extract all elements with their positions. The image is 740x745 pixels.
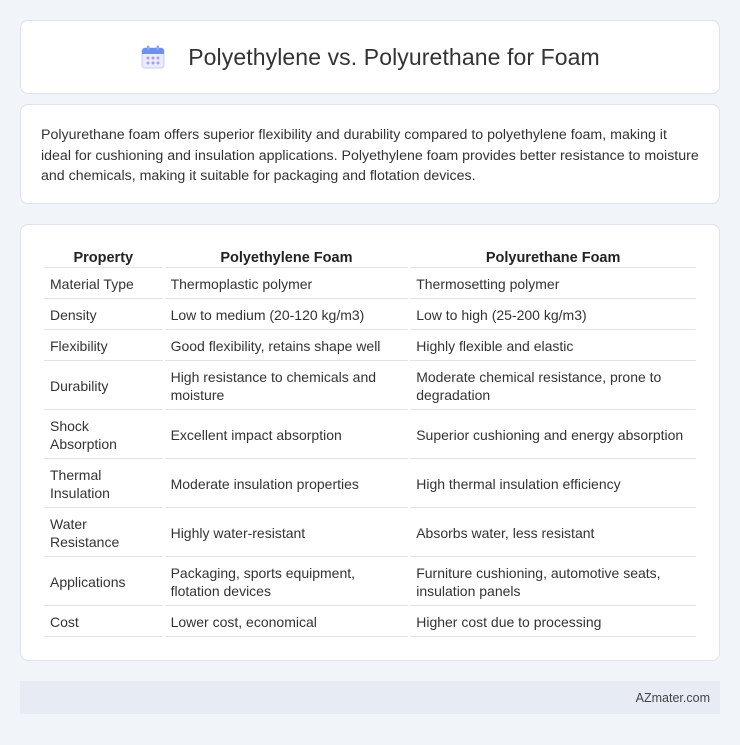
row-polyethylene: Packaging, sports equipment, flotation devices xyxy=(165,559,409,606)
row-polyurethane: Thermosetting polymer xyxy=(410,270,696,299)
row-polyethylene: Thermoplastic polymer xyxy=(165,270,409,299)
table-row xyxy=(44,332,696,361)
row-polyurethane: High thermal insulation efficiency xyxy=(410,461,696,508)
table-row xyxy=(44,412,696,459)
header-property: Property xyxy=(44,247,163,268)
header-polyurethane: Polyurethane Foam xyxy=(410,247,696,268)
row-property: Shock Absorption xyxy=(44,412,163,459)
title-wrap xyxy=(140,44,600,71)
row-property: Density xyxy=(44,301,163,330)
row-property: Durability xyxy=(44,363,163,410)
row-polyethylene: Highly water-resistant xyxy=(165,510,409,557)
row-polyethylene: Low to medium (20-120 kg/m3) xyxy=(165,301,409,330)
row-polyethylene: Lower cost, economical xyxy=(165,608,409,637)
table-row xyxy=(44,510,696,557)
row-polyethylene: Good flexibility, retains shape well xyxy=(165,332,409,361)
row-polyurethane: Superior cushioning and energy absorption xyxy=(410,412,696,459)
row-property: Water Resistance xyxy=(44,510,163,557)
row-property: Thermal Insulation xyxy=(44,461,163,508)
comparison-table-card xyxy=(20,224,720,661)
row-polyurethane: Higher cost due to processing xyxy=(410,608,696,637)
summary-card xyxy=(20,104,720,204)
row-property: Applications xyxy=(44,559,163,606)
table-row xyxy=(44,270,696,299)
table-row xyxy=(44,559,696,606)
footer-brand: AZmater.com xyxy=(635,690,710,705)
row-polyurethane: Low to high (25-200 kg/m3) xyxy=(410,301,696,330)
table-row xyxy=(44,461,696,508)
row-property: Flexibility xyxy=(44,332,163,361)
row-property: Material Type xyxy=(44,270,163,299)
table-row xyxy=(44,608,696,637)
summary-text: Polyurethane foam offers superior flexibility and durability compared to polyethylene foam, making it ideal for cushioning and insulation applications. Polyethylene foam provides better resistance to moisture and chemicals, making it suitable for packaging and flotation devices. xyxy=(41,127,699,184)
row-polyethylene: Moderate insulation properties xyxy=(165,461,409,508)
row-property: Cost xyxy=(44,608,163,637)
table-row xyxy=(44,363,696,410)
calendar-icon xyxy=(140,44,166,70)
comparison-table xyxy=(42,245,698,639)
row-polyurethane: Moderate chemical resistance, prone to degradation xyxy=(410,363,696,410)
row-polyurethane: Furniture cushioning, automotive seats, insulation panels xyxy=(410,559,696,606)
table-row xyxy=(44,301,696,330)
table-header-row xyxy=(44,247,696,268)
row-polyurethane: Highly flexible and elastic xyxy=(410,332,696,361)
page-title: Polyethylene vs. Polyurethane for Foam xyxy=(188,43,600,70)
header-polyethylene: Polyethylene Foam xyxy=(165,247,409,268)
row-polyethylene: High resistance to chemicals and moisture xyxy=(165,363,409,410)
title-card xyxy=(20,20,720,94)
row-polyurethane: Absorbs water, less resistant xyxy=(410,510,696,557)
row-polyethylene: Excellent impact absorption xyxy=(165,412,409,459)
footer-bar xyxy=(20,681,720,714)
